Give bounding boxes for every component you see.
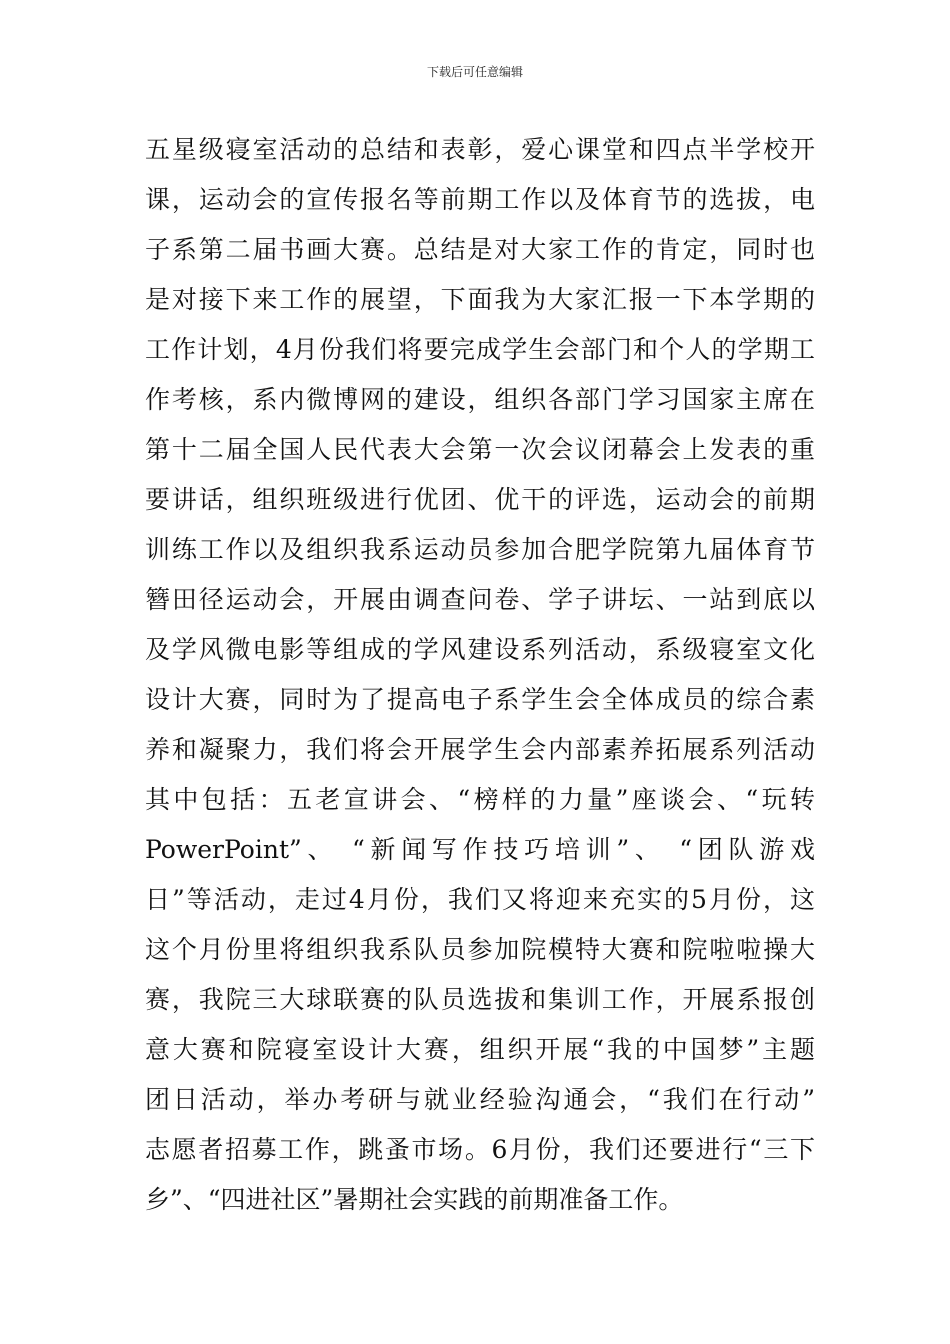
text-line: 志愿者招募工作，跳蚤市场。6月份，我们还要进行“三下 bbox=[145, 1135, 815, 1164]
text-line: 设计大赛，同时为了提高电子系学生会全体成员的综合素 bbox=[145, 685, 815, 714]
text-line: 这个月份里将组织我系队员参加院模特大赛和院啦啦操大 bbox=[145, 935, 815, 964]
text-line: PowerPoint”、 “新闻写作技巧培训”、 “团队游戏 bbox=[145, 835, 815, 864]
text-line: 意大赛和院寝室设计大赛，组织开展“我的中国梦”主题 bbox=[145, 1035, 815, 1064]
text-line: 养和凝聚力，我们将会开展学生会内部素养拓展系列活动 bbox=[145, 735, 815, 764]
text-line: 训练工作以及组织我系运动员参加合肥学院第九届体育节 bbox=[145, 535, 815, 564]
body-text bbox=[145, 125, 815, 1225]
text-line: 团日活动，举办考研与就业经验沟通会，“我们在行动” bbox=[145, 1085, 815, 1114]
text-line: 课，运动会的宣传报名等前期工作以及体育节的选拔，电 bbox=[145, 185, 815, 214]
text-line: 子系第二届书画大赛。总结是对大家工作的肯定，同时也 bbox=[145, 235, 815, 264]
text-line: 簪田径运动会，开展由调查问卷、学子讲坛、一站到底以 bbox=[145, 585, 815, 614]
text-line: 日”等活动，走过4月份，我们又将迎来充实的5月份，这 bbox=[145, 885, 815, 914]
text-line: 五星级寝室活动的总结和表彰，爱心课堂和四点半学校开 bbox=[145, 135, 815, 164]
page-header: 下载后可任意编辑 bbox=[426, 65, 523, 79]
text-line: 其中包括：五老宣讲会、“榜样的力量”座谈会、“玩转 bbox=[145, 785, 815, 814]
text-line: 第十二届全国人民代表大会第一次会议闭幕会上发表的重 bbox=[145, 435, 815, 464]
text-line: 赛，我院三大球联赛的队员选拔和集训工作，开展系报创 bbox=[145, 985, 815, 1014]
text-line: 是对接下来工作的展望，下面我为大家汇报一下本学期的 bbox=[145, 285, 815, 314]
text-line: 要讲话，组织班级进行优团、优干的评选，运动会的前期 bbox=[145, 485, 815, 514]
text-line: 乡”、“四进社区”暑期社会实践的前期准备工作。 bbox=[145, 1185, 684, 1214]
text-line: 及学风微电影等组成的学风建设系列活动，系级寝室文化 bbox=[145, 635, 815, 664]
text-line: 工作计划，4月份我们将要完成学生会部门和个人的学期工 bbox=[145, 335, 815, 364]
text-line: 作考核，系内微博网的建设，组织各部门学习国家主席在 bbox=[145, 385, 815, 414]
